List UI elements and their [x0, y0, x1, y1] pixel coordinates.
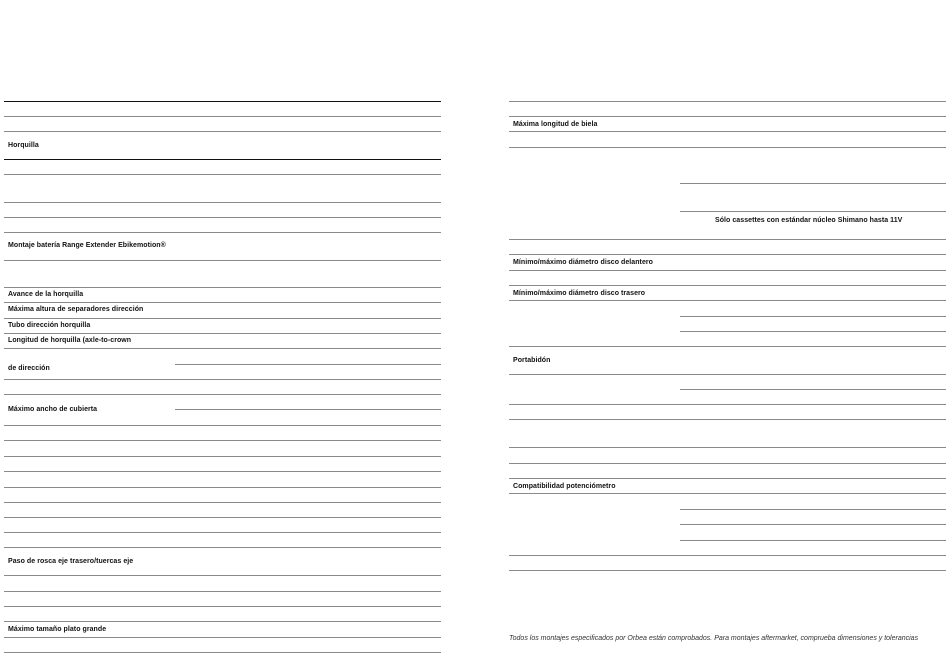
table-rule	[509, 374, 946, 375]
table-rule	[509, 346, 946, 347]
table-rule	[4, 471, 441, 472]
table-rule	[680, 540, 946, 541]
label-montaje-bateria: Montaje batería Range Extender Ebikemotion®	[8, 242, 166, 249]
table-rule	[509, 447, 946, 448]
table-rule	[4, 440, 441, 441]
table-rule	[4, 637, 441, 638]
label-portabidon: Portabidón	[513, 357, 551, 364]
table-rule	[680, 524, 946, 525]
table-rule	[175, 364, 441, 365]
table-rule	[4, 217, 441, 218]
table-rule	[509, 131, 946, 132]
label-min-max-disco-delantero: Mínimo/máximo diámetro disco delantero	[513, 259, 653, 266]
table-rule	[4, 621, 441, 622]
table-rule	[509, 300, 946, 301]
table-rule	[4, 575, 441, 576]
label-avance-horquilla: Avance de la horquilla	[8, 291, 84, 298]
label-max-ancho-cubierta: Máximo ancho de cubierta	[8, 406, 98, 413]
table-rule	[4, 394, 441, 395]
table-rule	[4, 379, 441, 380]
table-rule	[4, 131, 441, 132]
table-rule	[4, 159, 441, 160]
table-rule	[509, 285, 946, 286]
label-de-direccion: de dirección	[8, 365, 50, 372]
table-rule	[4, 487, 441, 488]
label-max-altura-separadores: Máxima altura de separadores dirección	[8, 306, 144, 313]
table-rule	[509, 147, 946, 148]
table-rule	[509, 419, 946, 420]
label-longitud-horquilla: Longitud de horquilla (axle-to-crown	[8, 337, 132, 344]
table-rule	[4, 591, 441, 592]
table-rule	[509, 270, 946, 271]
table-rule	[4, 517, 441, 518]
table-rule	[175, 409, 441, 410]
label-tubo-direccion: Tubo dirección horquilla	[8, 322, 91, 329]
table-rule	[4, 502, 441, 503]
label-min-max-disco-trasero: Mínimo/máximo diámetro disco trasero	[513, 290, 646, 297]
table-rule	[4, 456, 441, 457]
table-rule	[680, 389, 946, 390]
table-rule	[509, 570, 946, 571]
table-rule	[680, 211, 946, 212]
table-rule	[4, 302, 441, 303]
label-max-tamano-plato: Máximo tamaño plato grande	[8, 626, 107, 633]
table-rule	[4, 318, 441, 319]
table-rule	[4, 333, 441, 334]
table-rule	[509, 254, 946, 255]
table-rule	[4, 532, 441, 533]
footnote: Todos los montajes especificados por Orbea están comprobados. Para montajes aftermarket, comprueba dimensiones y tolerancias	[509, 635, 919, 642]
table-rule	[509, 239, 946, 240]
table-rule	[509, 463, 946, 464]
label-compat-potenciometro: Compatibilidad potenciómetro	[513, 483, 616, 490]
table-rule	[680, 331, 946, 332]
table-rule	[680, 509, 946, 510]
table-rule	[509, 101, 946, 102]
table-rule	[4, 101, 441, 102]
label-horquilla: Horquilla	[8, 142, 39, 149]
table-rule	[4, 348, 441, 349]
table-rule	[509, 116, 946, 117]
table-rule	[4, 547, 441, 548]
table-rule	[4, 287, 441, 288]
label-solo-cassettes: Sólo cassettes con estándar núcleo Shimano hasta 11V	[715, 217, 903, 224]
table-rule	[509, 555, 946, 556]
table-rule	[680, 183, 946, 184]
label-paso-rosca: Paso de rosca eje trasero/tuercas eje	[8, 558, 134, 565]
table-rule	[4, 606, 441, 607]
table-rule	[4, 116, 441, 117]
table-rule	[680, 316, 946, 317]
table-rule	[4, 202, 441, 203]
table-rule	[509, 493, 946, 494]
table-rule	[4, 174, 441, 175]
label-max-longitud-biela: Máxima longitud de biela	[513, 121, 598, 128]
table-rule	[4, 260, 441, 261]
table-rule	[509, 478, 946, 479]
table-rule	[4, 652, 441, 653]
table-rule	[4, 232, 441, 233]
table-rule	[4, 425, 441, 426]
table-rule	[509, 404, 946, 405]
